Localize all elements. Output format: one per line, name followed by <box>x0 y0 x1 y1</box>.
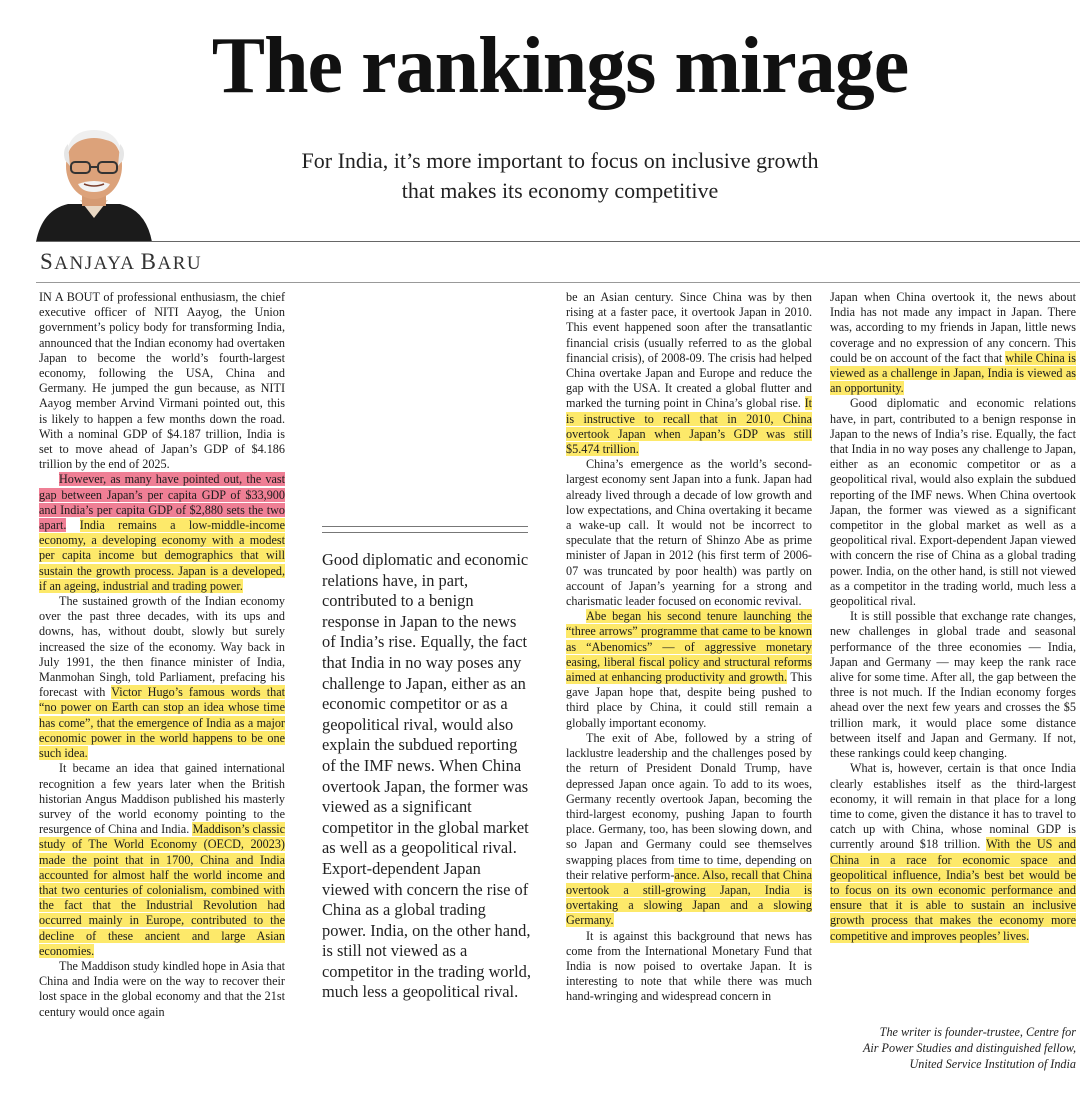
pullquote-rule <box>322 532 528 533</box>
headline: The rankings mirage <box>211 22 909 110</box>
highlight-yellow: Maddison’s classic study of The World Economy (OECD, 20023) made the point that in 1700, China and India accounted for almost half the world income and that two centuries of colonialism, combined with the fact that the Industrial Revolution had occurred mainly in Europe, contributed to the decline of these ancient and large Asian economies. <box>39 822 285 958</box>
paragraph: The exit of Abe, followed by a string of lacklustre leadership and the challenges posed by the return of President Donald Trump, have depressed Japan once again. To add to its woes, Germany recently overtook Japan, becoming the third-largest economy, pushing Japan to fourth place. Germany, too, has been slowing down, and so Japan and Germany could see themselves swapping places from time to time, depending on their relative perform-ance. Also, recall that China overtook a still-growing Japan, India is overtaking a slowing Japan and a slowing Germany. <box>566 730 812 928</box>
pullquote-rule <box>322 526 528 527</box>
paragraph: It is still possible that exchange rate changes, new challenges in global trade and seasonal performance of the three economies — India, Japan and Germany — may keep the rank race alive for some time. After all, the gap between the three is not much. If the Indian economy forges ahead over the next few years and crosses the $5 trillion mark, it would place some distance between itself and Japan and Germany. If not, these rankings could keep changing. <box>830 609 1076 761</box>
paragraph: The sustained growth of the Indian economy over the past three decades, with its ups and downs, has, without doubt, slowly but surely increased the size of the economy. Way back in July 1991, the then finance minister of India, Manmohan Singh, told Parliament, prefacing his forecast with Victor Hugo’s famous words that “no power on Earth can stop an idea whose time has come”, that the emergence of India as a major economic power in the world happens to be one such idea. <box>39 594 285 761</box>
paragraph: Good diplomatic and economic relations have, in part, contributed to a benign response in Japan to the news of India’s rise. Equally, the fact that India in no way poses any challenge to Japan, either as an economic competitor or as a geopolitical rival, would also explain the subdued reporting of the IMF news. When China overtook Japan, the former was viewed as a significant competitor in the global market as well as a geopolitical rival. Export-dependent Japan viewed with concern the rise of China as a global trading power. India, on the other hand, is still not viewed as a competitor in the trading world, much less a geopolitical rival. <box>830 396 1076 609</box>
paragraph: China’s emergence as the world’s second-largest economy sent Japan into a funk. Japan had already lived through a decade of low growth and low expectations, and China overtaking it became a wake-up call. It would not be incorrect to speculate that the return of Shinzo Abe as prime minister of Japan in 2012 (his first term of 2006-07 was truncated by poor health) was partly on account of Japan’s yearning for a strong and charismatic leader focused on economic revival. <box>566 457 812 609</box>
pull-quote: Good diplomatic and economic relations have, in part, contributed to a benign response in Japan to the news of India’s rise. Equally, the fact that India in no way poses any challenge to Japan, either as an economic competitor or as a geopolitical rival, would also explain the subdued reporting of the IMF news. When China overtook Japan, the former was viewed as a significant competitor in the global market as well as a geopolitical rival. Export-dependent Japan viewed with concern the rise of China as a global trading power. India, on the other hand, is still not viewed as a competitor in the trading world, much less a geopolitical rival. <box>322 550 531 1002</box>
article-column-3 <box>566 290 812 1005</box>
author-byline: SANJAYA BARU <box>40 249 203 274</box>
paragraph: What is, however, certain is that once India clearly establishes itself as the third-largest economy, it will remain in that place for a long time to come, given the distance it has to travel to catch up with China, whose nominal GDP is currently around $18 trillion. With the US and China in a race for economic space and geopolitical influence, India’s best bet would be to focus on its own economic performance and ensure that it is able to sustain an inclusive growth process that makes the economy more competitive and improves peoples’ lives. <box>830 761 1077 943</box>
article-column-4 <box>830 290 1076 944</box>
author-bio: The writer is founder-trustee, Centre for Air Power Studies and distinguished fellow, United Service Institution of India <box>862 1025 1076 1071</box>
highlight-yellow: ance. Also, recall that China overtook a still-growing Japan, India is overtaking a slowing Japan and a slowing Germany. <box>566 867 812 928</box>
portrait-icon <box>34 120 154 242</box>
paragraph: Abe began his second tenure launching the “three arrows” programme that came to be known as “Abenomics” — of aggressive monetary easing, liberal fiscal policy and structural reforms aimed at enhancing productivity and growth. This gave Japan hope that, despite being pushed to third place by China, it could still remain a globally important economy. <box>566 609 813 730</box>
byline-divider <box>36 282 1080 283</box>
paragraph: be an Asian century. Since China was by then rising at a faster pace, it overtook Japan in 2010. This event happened soon after the transatlantic financial crisis (usually referred to as the global financial crisis), of 2008-09. The crisis had helped China overtake Japan and Europe and reduce the gap with the USA. It created a global flutter and marked the turning point in China’s global rise. It is instructive to recall that in 2010, China overtook Japan when Japan’s GDP was still $5.474 trillion. <box>566 290 813 457</box>
paragraph: The Maddison study kindled hope in Asia that China and India were on the way to recover their lost space in the global economy and that the 21st century would once again <box>39 958 285 1019</box>
paragraph: It is against this background that news has come from the International Monetary Fund that India is now poised to overtake Japan. It is interesting to note that while there was much hand-wringing and widespread concern in <box>566 928 812 1004</box>
article-column-1 <box>39 290 285 1020</box>
paragraph: IN A BOUT of professional enthusiasm, the chief executive officer of NITI Aayog, the Union government’s policy body for transforming India, announced that the Indian economy had overtaken Japan to become the world’s fourth-largest economy, following the USA, China and Germany. He jumped the gun because, as NITI Aayog member Arvind Virmani pointed out, this is likely to happen a few months down the road. With a nominal GDP of $4.187 trillion, India is set to move ahead of Japan’s GDP of $4.186 trillion by the end of 2025. <box>39 290 285 472</box>
highlight-yellow: It is instructive to recall that in 2010, China overtook Japan when Japan’s GDP was still $5.474 trillion. <box>566 396 813 457</box>
highlight-pink: However, as many have pointed out, the vast gap between Japan’s per capita GDP of $33,900 and India’s per capita GDP of $2,880 sets the two apart. <box>39 472 285 533</box>
author-portrait-illustration <box>34 120 154 242</box>
paragraph <box>39 472 285 594</box>
top-divider <box>36 241 1080 242</box>
highlight-yellow: while China is viewed as a challenge in Japan, India is viewed as an opportunity. <box>830 350 1077 396</box>
highlight-yellow: Victor Hugo’s famous words that “no power on Earth can stop an idea whose time has come”, that the emergence of India as a major economic power in the world happens to be one such idea. <box>39 685 285 761</box>
paragraph: It became an idea that gained international recognition a few years later when the British historian Angus Maddison published his masterly survey of the world economy pointing to the resurgence of China and India. Maddison’s classic study of The World Economy (OECD, 20023) made the point that in 1700, China and India accounted for almost half the world income and that two centuries of colonialism, combined with the fact that the Industrial Revolution had occurred mainly in Europe, contributed to the decline of these ancient and large Asian economies. <box>39 761 285 958</box>
highlight-yellow: With the US and China in a race for economic space and geopolitical influence, India’s best bet would be to focus on its own economic performance and ensure that it is able to sustain an inclusive growth process that makes the economy more competitive and improves peoples’ lives. <box>830 837 1077 943</box>
highlight-yellow: Abe began his second tenure launching the “three arrows” programme that came to be known as “Abenomics” — of aggressive monetary easing, liberal fiscal policy and structural reforms aimed at enhancing productivity and growth. <box>566 609 812 685</box>
deck-subheadline: For India, it’s more important to focus on inclusive growth that makes its economy competitive <box>301 148 819 203</box>
highlight-yellow: India remains a low-middle-income economy, a developing economy with a modest per capita income but demographics that will sustain the growth process. Japan is a developed, if an ageing, industrial and trading power. <box>39 518 285 593</box>
paragraph: Japan when China overtook it, the news about India has not made any impact in Japan. There was, according to my friends in Japan, little news coverage and no expression of any concern. This could be on account of the fact that while China is viewed as a challenge in Japan, India is viewed as an opportunity. <box>830 290 1077 396</box>
